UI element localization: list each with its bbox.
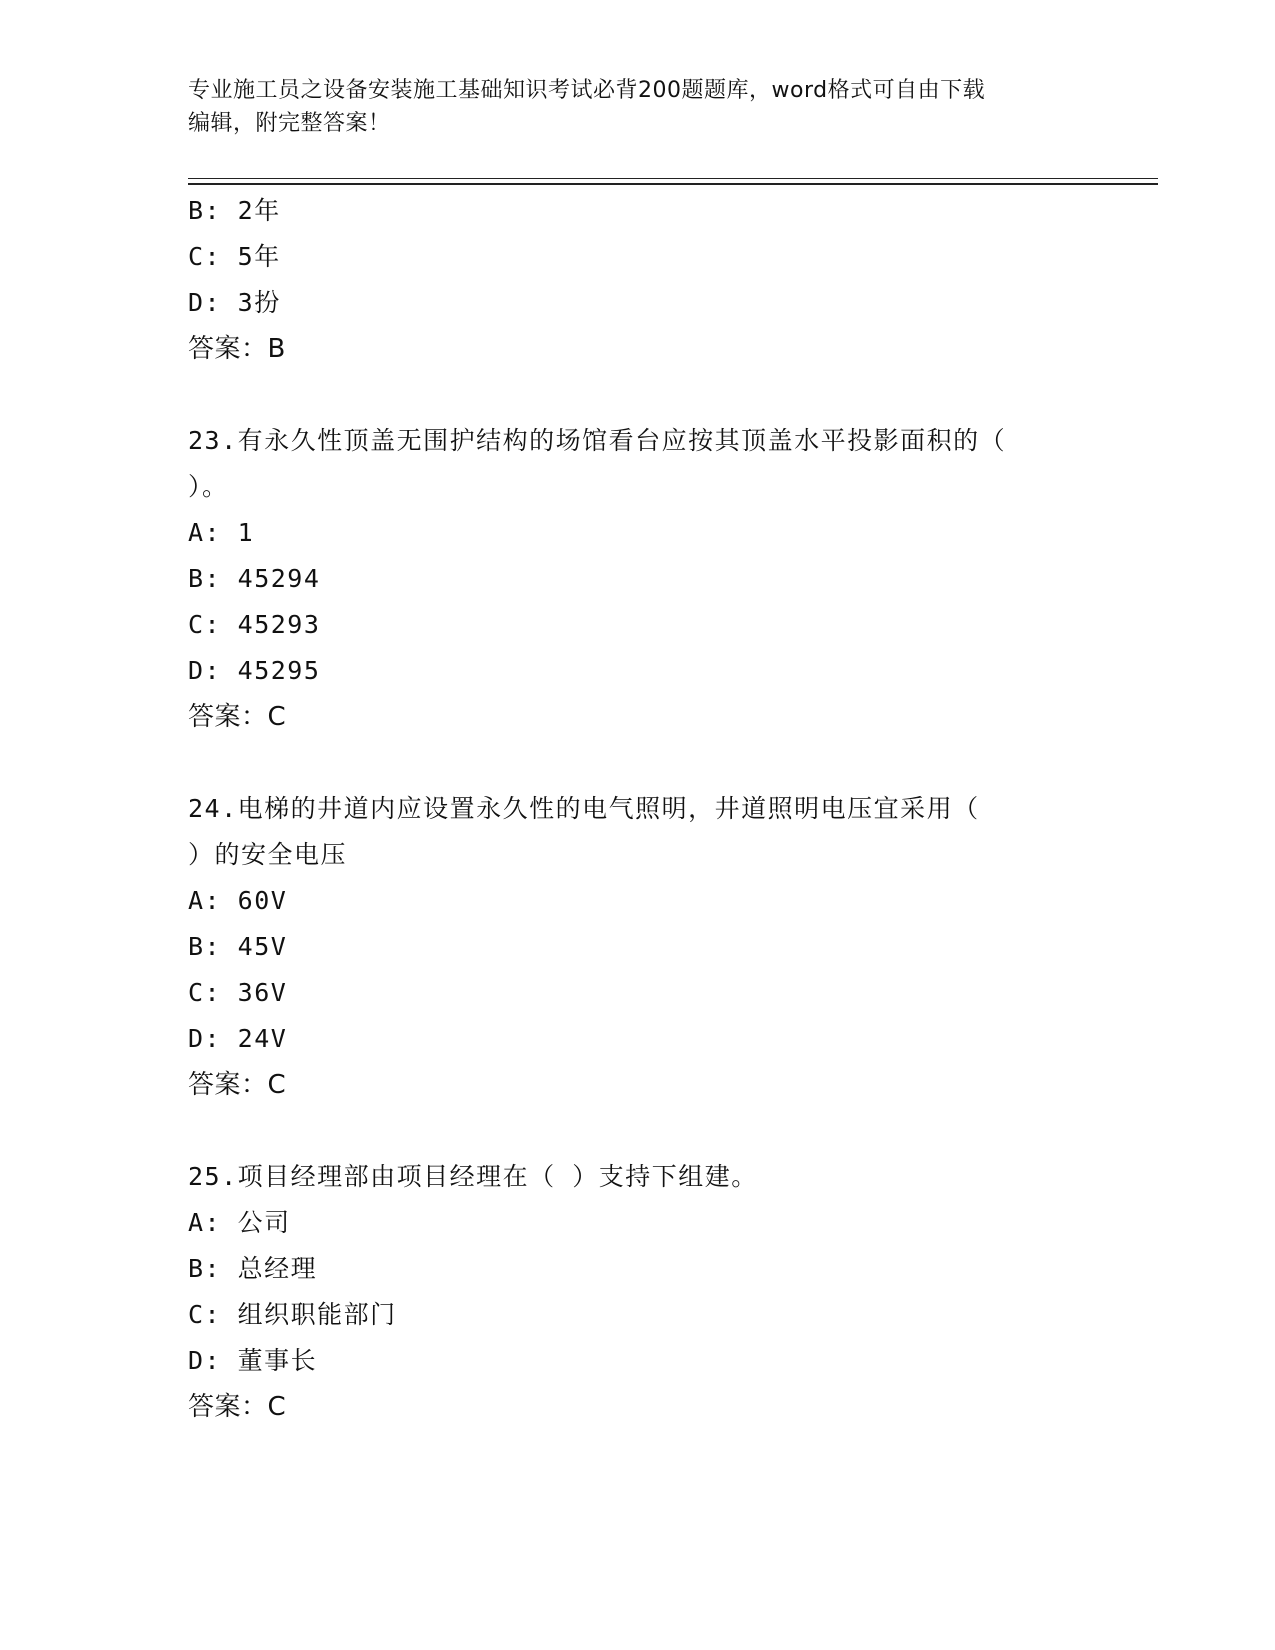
header-title-line-1: 专业施工员之设备安装施工基础知识考试必背200题题库，word格式可自由下载 [188, 78, 986, 103]
option-c: C: 45293 [188, 610, 321, 639]
option-d: D: 董事长 [188, 1346, 318, 1375]
option-a: A: 公司 [188, 1208, 291, 1237]
option-c: C: 5年 [188, 242, 281, 271]
option-b: B: 总经理 [188, 1254, 318, 1283]
document-header [188, 74, 1088, 140]
option-c: C: 36V [188, 978, 288, 1007]
answer: 答案：C [188, 1392, 287, 1422]
option-a: A: 60V [188, 886, 288, 915]
question-text-line-1: 25.项目经理部由项目经理在（ ）支持下组建。 [188, 1162, 758, 1191]
question-text-line-1: 23.有永久性顶盖无围护结构的场馆看台应按其顶盖水平投影面积的（ [188, 426, 1007, 455]
question-22-continuation [188, 188, 1088, 372]
header-divider [188, 178, 1158, 185]
question-24 [188, 786, 1088, 1108]
question-text-line-1: 24.电梯的井道内应设置永久性的电气照明，井道照明电压宜采用（ [188, 794, 980, 823]
question-text-line-2: ）。 [188, 472, 229, 501]
option-c: C: 组织职能部门 [188, 1300, 397, 1329]
option-b: B: 45V [188, 932, 288, 961]
option-b: B: 2年 [188, 196, 281, 225]
option-d: D: 45295 [188, 656, 321, 685]
option-b: B: 45294 [188, 564, 321, 593]
option-d: D: 24V [188, 1024, 288, 1053]
answer: 答案：C [188, 702, 287, 732]
answer: 答案：B [188, 334, 286, 364]
question-text-line-2: ）的安全电压 [188, 840, 348, 869]
answer: 答案：C [188, 1070, 287, 1100]
option-a: A: 1 [188, 518, 255, 547]
question-list [188, 188, 1088, 1430]
question-25 [188, 1154, 1088, 1430]
document-page [188, 0, 1158, 1650]
header-title-line-2: 编辑，附完整答案！ [188, 111, 391, 136]
option-d: D: 3扮 [188, 288, 281, 317]
question-23 [188, 418, 1088, 740]
